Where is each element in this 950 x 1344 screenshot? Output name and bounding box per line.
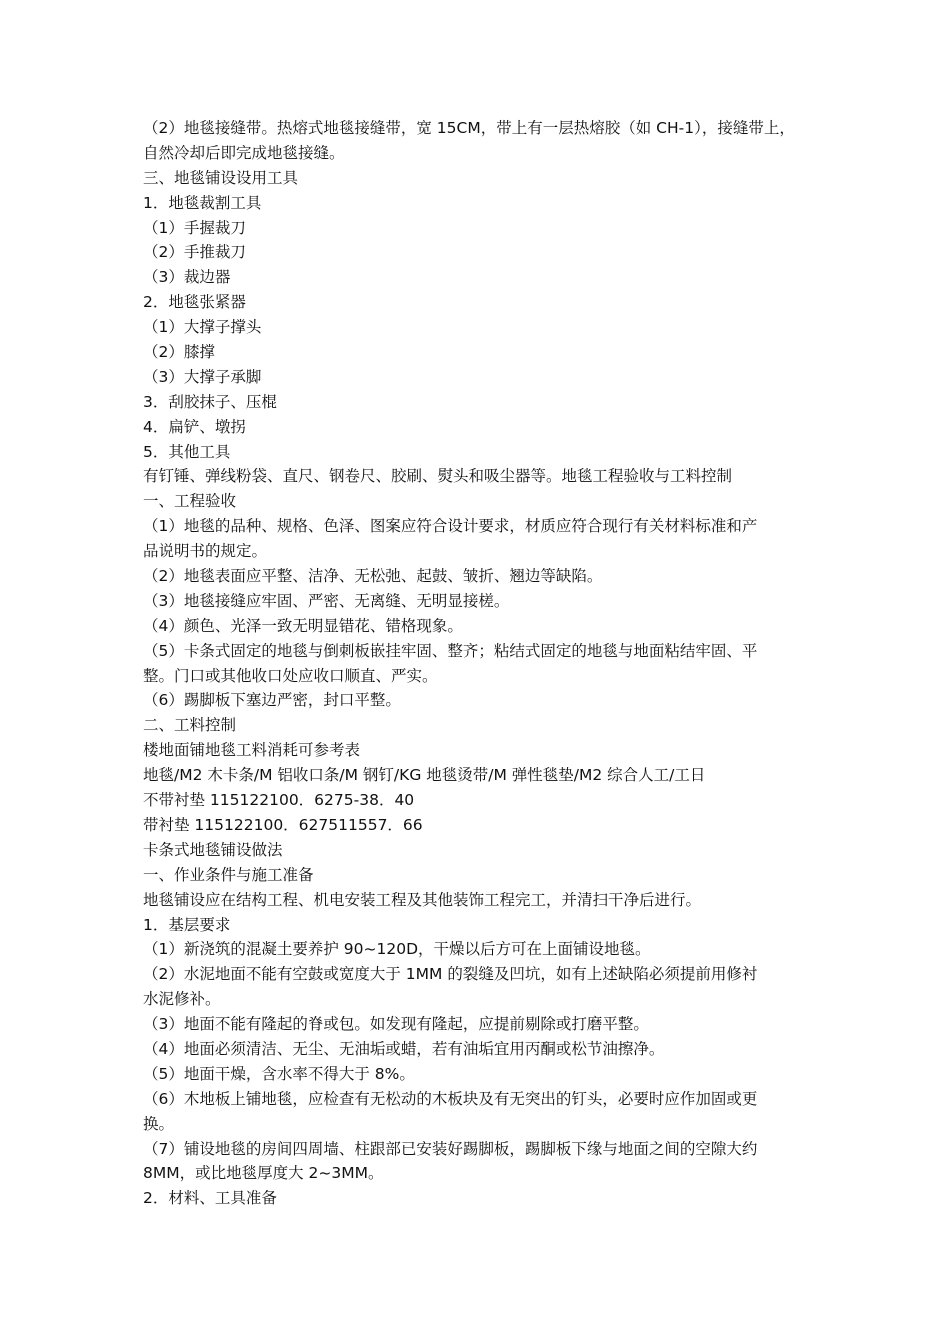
list-item: （1）手握裁刀 <box>143 218 246 237</box>
list-item: （1）地毯的品种、规格、色泽、图案应符合设计要求，材质应符合现行有关材料标准和产 <box>143 517 758 536</box>
subsection-heading: 3．刮胶抹子、压棍 <box>143 392 277 411</box>
list-item: （7）铺设地毯的房间四周墙、柱跟部已安装好踢脚板，踢脚板下缘与地面之间的空隙大约 <box>143 1139 758 1158</box>
list-item: （2）水泥地面不能有空鼓或宽度大于 1MM 的裂缝及凹坑，如有上述缺陷必须提前用修衬 <box>143 965 758 984</box>
subsection-heading: 2．地毯张紧器 <box>143 293 246 312</box>
table-header-line: 地毯/M2 木卡条/M 铝收口条/M 钢钉/KG 地毯烫带/M 弹性毯垫/M2 综合人工/工日 <box>143 766 706 785</box>
table-row-line: 带衬垫 115122100．627511557．66 <box>143 815 423 834</box>
list-item: （2）地毯表面应平整、洁净、无松弛、起鼓、皱折、翘边等缺陷。 <box>143 567 603 586</box>
text-line: 楼地面铺地毯工料消耗可参考表 <box>143 741 361 760</box>
text-line: 8MM，或比地毯厚度大 2~3MM。 <box>143 1164 384 1183</box>
text-line: （2）地毯接缝带。热熔式地毯接缝带，宽 15CM，带上有一层热熔胶（如 CH-1），接缝带上， <box>143 119 795 137</box>
text-line: 整。门口或其他收口处应收口顺直、严实。 <box>143 666 438 685</box>
list-item: （3）裁边器 <box>143 268 231 287</box>
list-item: （2）手推裁刀 <box>143 243 246 262</box>
text-line: 水泥修补。 <box>143 990 221 1009</box>
text-line: 品说明书的规定。 <box>143 542 268 561</box>
list-item: （2）膝撑 <box>143 343 215 362</box>
document-body <box>143 116 813 1211</box>
subsection-heading: 1．地毯裁割工具 <box>143 193 262 212</box>
section-heading: 三、地毯铺设设用工具 <box>143 168 299 187</box>
list-item: （3）大撑子承脚 <box>143 367 262 386</box>
subsection-heading: 4．扁铲、墩拐 <box>143 417 246 436</box>
subsection-heading: 1．基层要求 <box>143 915 231 934</box>
list-item: （4）地面必须清洁、无尘、无油垢或蜡，若有油垢宜用丙酮或松节油擦净。 <box>143 1039 665 1058</box>
section-heading: 一、工程验收 <box>143 492 237 511</box>
text-line: 有钉锤、弹线粉袋、直尺、钢卷尺、胶刷、熨头和吸尘器等。地毯工程验收与工料控制 <box>143 467 733 486</box>
subsection-heading: 5．其他工具 <box>143 442 231 461</box>
list-item: （6）踢脚板下塞边严密，封口平整。 <box>143 691 401 710</box>
section-heading: 二、工料控制 <box>143 716 237 735</box>
table-row-line: 不带衬垫 115122100．6275-38．40 <box>143 791 415 810</box>
list-item: （1）大撑子撑头 <box>143 318 262 337</box>
list-item: （5）卡条式固定的地毯与倒刺板嵌挂牢固、整齐；粘结式固定的地毯与地面粘结牢固、平 <box>143 641 758 660</box>
list-item: （4）颜色、光泽一致无明显错花、错格现象。 <box>143 616 463 635</box>
section-heading: 卡条式地毯铺设做法 <box>143 840 283 859</box>
list-item: （1）新浇筑的混凝土要养护 90~120D，干燥以后方可在上面铺设地毯。 <box>143 940 651 959</box>
list-item: （5）地面干燥，含水率不得大于 8%。 <box>143 1064 415 1083</box>
list-item: （3）地面不能有隆起的脊或包。如发现有隆起，应提前剔除或打磨平整。 <box>143 1015 649 1034</box>
text-line: 换。 <box>143 1114 175 1133</box>
text-line: 地毯铺设应在结构工程、机电安装工程及其他装饰工程完工，并清扫干净后进行。 <box>143 890 702 909</box>
list-item: （3）地毯接缝应牢固、严密、无离缝、无明显接槎。 <box>143 591 510 610</box>
list-item: （6）木地板上铺地毯，应检查有无松动的木板块及有无突出的钉头，必要时应作加固或更 <box>143 1089 758 1108</box>
section-heading: 一、作业条件与施工准备 <box>143 865 314 884</box>
subsection-heading: 2．材料、工具准备 <box>143 1189 277 1208</box>
text-line: 自然冷却后即完成地毯接缝。 <box>143 143 345 162</box>
